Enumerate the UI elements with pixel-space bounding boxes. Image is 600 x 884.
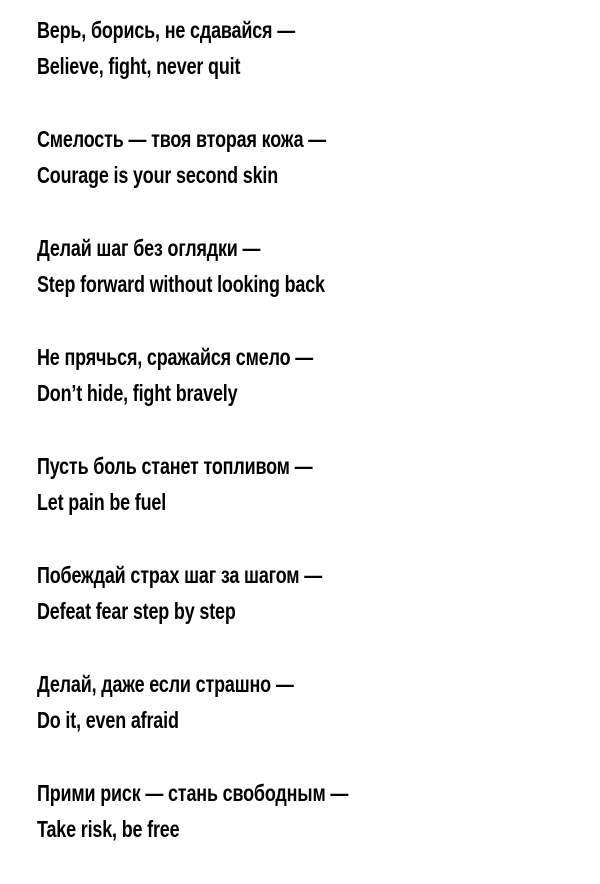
russian-line: Прими риск — стань свободным —	[37, 780, 349, 806]
russian-line: Побеждай страх шаг за шагом —	[37, 562, 323, 588]
english-line: Let pain be fuel	[37, 489, 167, 515]
english-line: Believe, fight, never quit	[37, 53, 241, 79]
stanza-2	[37, 121, 577, 230]
english-line: Defeat fear step by step	[37, 598, 236, 624]
russian-line: Смелость — твоя вторая кожа —	[37, 126, 327, 152]
english-line: Don’t hide, fight bravely	[37, 380, 238, 406]
russian-line: Верь, борись, не сдавайся —	[37, 17, 295, 43]
poem-page	[37, 12, 577, 884]
stanza-5	[37, 448, 577, 557]
english-line: Do it, even afraid	[37, 707, 179, 733]
stanza-3	[37, 230, 577, 339]
russian-line: Делай, даже если страшно —	[37, 671, 294, 697]
stanza-8	[37, 775, 577, 884]
english-line: Courage is your second skin	[37, 162, 279, 188]
stanza-4	[37, 339, 577, 448]
stanza-1	[37, 12, 577, 121]
english-line: Take risk, be free	[37, 816, 180, 842]
russian-line: Пусть боль станет топливом —	[37, 453, 313, 479]
stanza-7	[37, 666, 577, 775]
english-line: Step forward without looking back	[37, 271, 325, 297]
russian-line: Делай шаг без оглядки —	[37, 235, 261, 261]
russian-line: Не прячься, сражайся смело —	[37, 344, 313, 370]
stanza-6	[37, 557, 577, 666]
